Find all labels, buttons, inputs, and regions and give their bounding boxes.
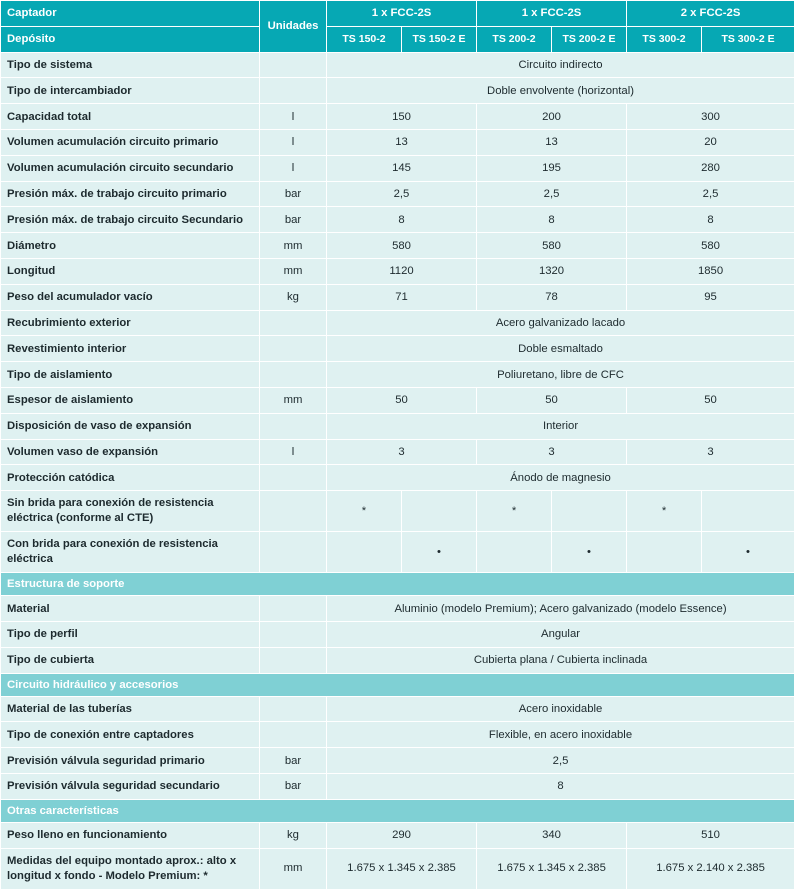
row-value: 95	[627, 284, 795, 310]
row-unit	[260, 52, 327, 78]
row-value: 2,5	[477, 181, 627, 207]
row-unit: bar	[260, 748, 327, 774]
row-value: 13	[477, 129, 627, 155]
row-value: Cubierta plana / Cubierta inclinada	[327, 647, 795, 673]
row-label: Peso del acumulador vacío	[1, 284, 260, 310]
table-row	[1, 621, 795, 647]
row-value: 8	[477, 207, 627, 233]
row-value: 1.675 x 1.345 x 2.385	[327, 848, 477, 889]
row-unit: kg	[260, 284, 327, 310]
row-mark	[327, 532, 402, 573]
row-label: Presión máx. de trabajo circuito Secundario	[1, 207, 260, 233]
row-value: 1.675 x 2.140 x 2.385	[627, 848, 795, 889]
row-unit	[260, 722, 327, 748]
table-row	[1, 722, 795, 748]
row-value: Flexible, en acero inoxidable	[327, 722, 795, 748]
row-label: Disposición de vaso de expansión	[1, 413, 260, 439]
row-value: 580	[627, 233, 795, 259]
row-unit	[260, 310, 327, 336]
row-label: Previsión válvula seguridad primario	[1, 748, 260, 774]
row-label: Volumen acumulación circuito secundario	[1, 155, 260, 181]
table-row	[1, 387, 795, 413]
row-label: Tipo de perfil	[1, 621, 260, 647]
row-value: Poliuretano, libre de CFC	[327, 362, 795, 388]
row-unit: bar	[260, 773, 327, 799]
model-header: TS 200-2	[477, 26, 552, 52]
row-value: Ánodo de magnesio	[327, 465, 795, 491]
row-value: 150	[327, 104, 477, 130]
row-value: 50	[327, 387, 477, 413]
model-header: TS 150-2	[327, 26, 402, 52]
row-label: Revestimiento interior	[1, 336, 260, 362]
row-mark: •	[402, 532, 477, 573]
table-row	[1, 284, 795, 310]
row-value: 290	[327, 822, 477, 848]
row-unit	[260, 621, 327, 647]
row-label: Tipo de intercambiador	[1, 78, 260, 104]
specs-table-body	[1, 1, 795, 890]
row-value: 1850	[627, 258, 795, 284]
row-label: Medidas del equipo montado aprox.: alto x longitud x fondo - Modelo Premium: *	[1, 848, 260, 889]
section-estructura-soporte: Estructura de soporte	[1, 573, 795, 596]
row-value: 1320	[477, 258, 627, 284]
row-value: 580	[327, 233, 477, 259]
table-row	[1, 822, 795, 848]
row-value: 50	[627, 387, 795, 413]
table-row	[1, 129, 795, 155]
table-row	[1, 696, 795, 722]
row-label: Volumen acumulación circuito primario	[1, 129, 260, 155]
row-mark	[402, 491, 477, 532]
row-mark: *	[477, 491, 552, 532]
row-value: 2,5	[327, 181, 477, 207]
con-brida-row	[1, 532, 795, 573]
row-value: 145	[327, 155, 477, 181]
row-label: Peso lleno en funcionamiento	[1, 822, 260, 848]
table-row	[1, 181, 795, 207]
row-value: 2,5	[327, 748, 795, 774]
row-value: 1.675 x 1.345 x 2.385	[477, 848, 627, 889]
sin-brida-row	[1, 491, 795, 532]
header-row	[1, 1, 795, 27]
row-label: Con brida para conexión de resistencia eléctrica	[1, 532, 260, 573]
row-unit: mm	[260, 233, 327, 259]
row-unit: bar	[260, 181, 327, 207]
row-value: Doble esmaltado	[327, 336, 795, 362]
row-unit	[260, 465, 327, 491]
row-mark	[477, 532, 552, 573]
row-value: Doble envolvente (horizontal)	[327, 78, 795, 104]
row-mark: •	[552, 532, 627, 573]
table-row	[1, 439, 795, 465]
medidas-row	[1, 848, 795, 889]
section-otras-caracteristicas: Otras características	[1, 799, 795, 822]
model-header: TS 300-2	[627, 26, 702, 52]
group-header-2: 1 x FCC-2S	[477, 1, 627, 27]
row-unit	[260, 78, 327, 104]
row-unit	[260, 491, 327, 532]
row-label: Tipo de sistema	[1, 52, 260, 78]
table-row	[1, 647, 795, 673]
group-header-3: 2 x FCC-2S	[627, 1, 795, 27]
row-label: Presión máx. de trabajo circuito primario	[1, 181, 260, 207]
table-row	[1, 362, 795, 388]
row-unit: kg	[260, 822, 327, 848]
table-row	[1, 207, 795, 233]
table-row	[1, 233, 795, 259]
row-unit	[260, 596, 327, 622]
row-label: Material de las tuberías	[1, 696, 260, 722]
row-value: Interior	[327, 413, 795, 439]
row-unit	[260, 696, 327, 722]
row-value: 580	[477, 233, 627, 259]
row-value: 195	[477, 155, 627, 181]
row-unit: l	[260, 129, 327, 155]
row-label: Recubrimiento exterior	[1, 310, 260, 336]
row-label: Tipo de cubierta	[1, 647, 260, 673]
row-label: Material	[1, 596, 260, 622]
section-row	[1, 673, 795, 696]
row-value: 300	[627, 104, 795, 130]
row-value: Angular	[327, 621, 795, 647]
row-value: 13	[327, 129, 477, 155]
unidades-header: Unidades	[260, 1, 327, 53]
section-circuito-hidraulico: Circuito hidráulico y accesorios	[1, 673, 795, 696]
row-label: Diámetro	[1, 233, 260, 259]
row-value: 340	[477, 822, 627, 848]
row-mark	[552, 491, 627, 532]
row-unit: l	[260, 104, 327, 130]
table-row	[1, 465, 795, 491]
model-header: TS 150-2 E	[402, 26, 477, 52]
row-value: Acero galvanizado lacado	[327, 310, 795, 336]
row-mark	[702, 491, 795, 532]
row-value: 510	[627, 822, 795, 848]
row-unit	[260, 362, 327, 388]
row-value: 280	[627, 155, 795, 181]
group-header-1: 1 x FCC-2S	[327, 1, 477, 27]
row-value: 20	[627, 129, 795, 155]
row-value: Aluminio (modelo Premium); Acero galvanizado (modelo Essence)	[327, 596, 795, 622]
row-value: 71	[327, 284, 477, 310]
row-value: 8	[327, 773, 795, 799]
row-value: 8	[327, 207, 477, 233]
model-row	[1, 26, 795, 52]
row-value: 200	[477, 104, 627, 130]
deposito-header: Depósito	[1, 26, 260, 52]
table-row	[1, 596, 795, 622]
row-value: 3	[477, 439, 627, 465]
row-mark: *	[327, 491, 402, 532]
row-value: 2,5	[627, 181, 795, 207]
table-row	[1, 258, 795, 284]
captador-header: Captador	[1, 1, 260, 27]
row-unit: mm	[260, 848, 327, 889]
table-row	[1, 413, 795, 439]
row-value: Circuito indirecto	[327, 52, 795, 78]
row-unit: bar	[260, 207, 327, 233]
row-unit	[260, 532, 327, 573]
section-row	[1, 573, 795, 596]
row-mark	[627, 532, 702, 573]
row-label: Tipo de aislamiento	[1, 362, 260, 388]
table-row	[1, 336, 795, 362]
row-value: 1120	[327, 258, 477, 284]
row-label: Protección catódica	[1, 465, 260, 491]
row-label: Longitud	[1, 258, 260, 284]
section-row	[1, 799, 795, 822]
row-unit: l	[260, 155, 327, 181]
table-row	[1, 155, 795, 181]
row-label: Sin brida para conexión de resistencia eléctrica (conforme al CTE)	[1, 491, 260, 532]
row-unit: mm	[260, 387, 327, 413]
row-value: 50	[477, 387, 627, 413]
row-unit: mm	[260, 258, 327, 284]
model-header: TS 300-2 E	[702, 26, 795, 52]
table-row	[1, 310, 795, 336]
row-value: Acero inoxidable	[327, 696, 795, 722]
row-label: Capacidad total	[1, 104, 260, 130]
row-label: Previsión válvula seguridad secundario	[1, 773, 260, 799]
model-header: TS 200-2 E	[552, 26, 627, 52]
table-row	[1, 773, 795, 799]
row-unit	[260, 336, 327, 362]
row-mark: *	[627, 491, 702, 532]
row-unit: l	[260, 439, 327, 465]
row-unit	[260, 647, 327, 673]
row-value: 8	[627, 207, 795, 233]
table-row	[1, 78, 795, 104]
row-unit	[260, 413, 327, 439]
row-value: 3	[327, 439, 477, 465]
table-row	[1, 748, 795, 774]
table-row	[1, 104, 795, 130]
row-mark: •	[702, 532, 795, 573]
row-label: Volumen vaso de expansión	[1, 439, 260, 465]
table-row	[1, 52, 795, 78]
row-value: 78	[477, 284, 627, 310]
row-label: Espesor de aislamiento	[1, 387, 260, 413]
row-value: 3	[627, 439, 795, 465]
row-label: Tipo de conexión entre captadores	[1, 722, 260, 748]
